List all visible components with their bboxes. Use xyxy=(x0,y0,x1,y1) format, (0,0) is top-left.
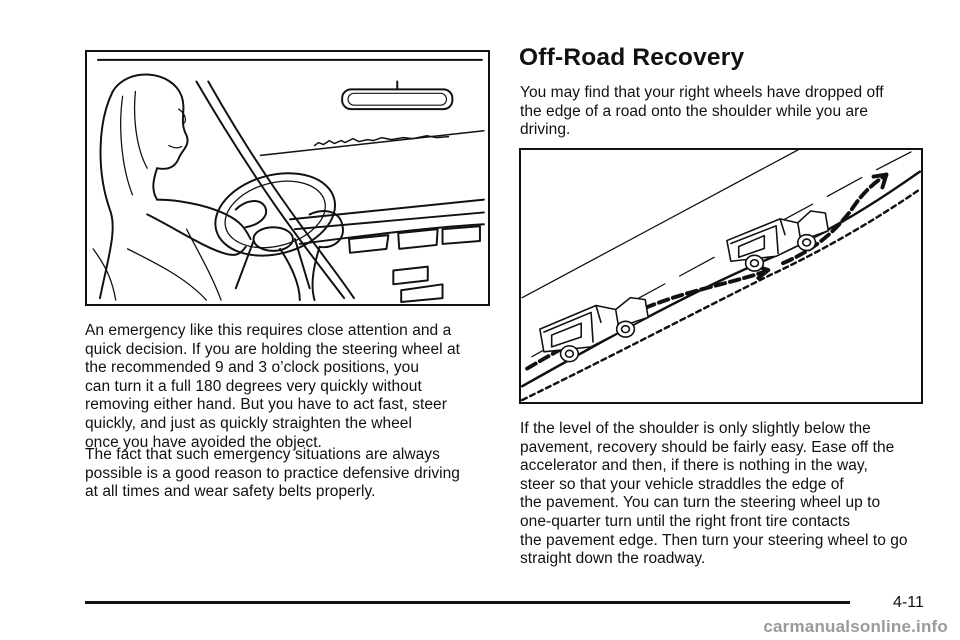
intro-paragraph xyxy=(520,84,930,140)
text-line: quickly, and just as quickly straighten the wheel xyxy=(85,414,412,432)
text-line: can turn it a full 180 degrees very quickly without xyxy=(85,377,422,395)
shoulder-edge xyxy=(522,189,920,400)
text-line: the recommended 9 and 3 o’clock positions, you xyxy=(85,359,420,377)
text-line: at all times and wear safety belts properly. xyxy=(85,483,376,501)
vehicle-returning xyxy=(727,211,828,271)
driver-arm-left xyxy=(157,200,251,239)
text-line: straight down the roadway. xyxy=(520,550,706,568)
text-line: pavement, recovery should be fairly easy. Ease off the xyxy=(520,438,895,456)
text-line: steer so that your vehicle straddles the edge of xyxy=(520,475,844,493)
text-line: removing either hand. But you have to act fast, steer xyxy=(85,396,447,414)
text-line: quick decision. If you are holding the steering wheel at xyxy=(85,340,461,358)
driver-head xyxy=(113,75,188,200)
section-heading: Off-Road Recovery xyxy=(519,44,745,71)
pavement-edge xyxy=(522,172,920,387)
text-line: one-quarter turn until the right front tire contacts xyxy=(520,512,850,530)
off-road-recovery-illustration xyxy=(519,148,923,404)
text-line: the edge of a road onto the shoulder while you are xyxy=(520,102,869,120)
text-line: accelerator and then, if there is nothing in the way, xyxy=(520,457,868,475)
text-line: The fact that such emergency situations are always xyxy=(85,446,440,463)
driver-steering-illustration xyxy=(85,50,490,306)
text-line: once you have avoided the object. xyxy=(85,433,322,451)
emergency-paragraph xyxy=(85,322,495,452)
text-line: the pavement edge. Then turn your steering wheel to go xyxy=(520,531,908,549)
a-pillar-line xyxy=(196,82,344,299)
road-edge-far xyxy=(522,150,798,298)
footer-rule xyxy=(85,601,850,604)
text-line: An emergency like this requires close attention and a xyxy=(85,322,452,339)
text-line: driving. xyxy=(520,121,571,139)
page-number: 4-11 xyxy=(893,594,924,611)
recovery-paragraph xyxy=(520,420,930,569)
defensive-driving-paragraph xyxy=(85,446,495,502)
text-line: possible is a good reason to practice defensive driving xyxy=(85,464,460,482)
text-line: If the level of the shoulder is only slightly below the xyxy=(520,420,871,437)
text-line: the pavement. You can turn the steering wheel up to xyxy=(520,494,881,512)
text-line: You may find that your right wheels have dropped off xyxy=(520,84,884,101)
watermark: carmanualsonline.info xyxy=(763,617,948,636)
rear-view-mirror xyxy=(342,89,452,109)
